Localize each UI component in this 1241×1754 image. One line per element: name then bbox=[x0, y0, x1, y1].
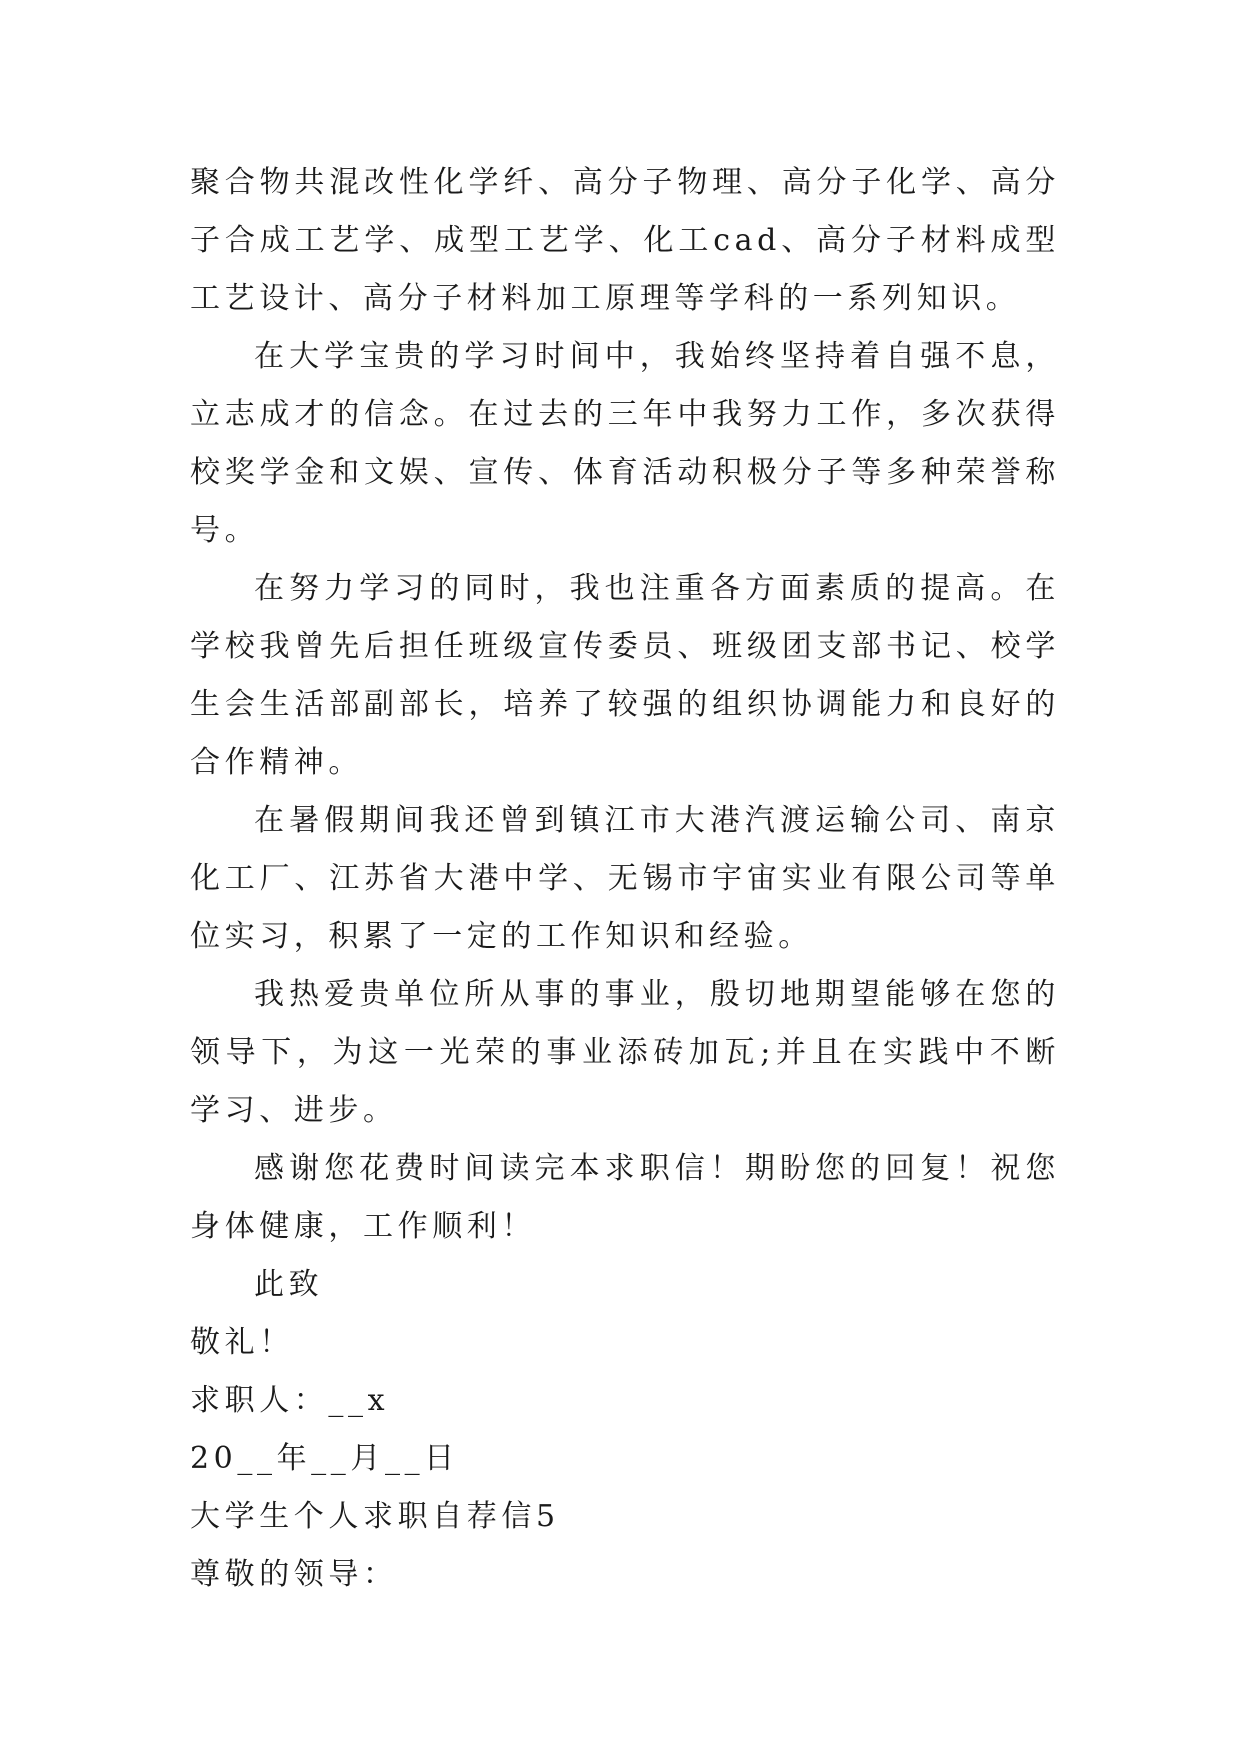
closing-text: 此致 bbox=[254, 1267, 324, 1302]
paragraph-internships: 在暑假期间我还曾到镇江市大港汽渡运输公司、南京化工厂、江苏省大港中学、无锡市宇宙实业有限公司等单位实习，积累了一定的工作知识和经验。 bbox=[190, 803, 1060, 954]
applicant-signature: 求职人：__x bbox=[190, 1383, 390, 1418]
next-letter-title: 大学生个人求职自荐信5 bbox=[190, 1499, 560, 1534]
paragraph-achievements: 在大学宝贵的学习时间中，我始终坚持着自强不息，立志成才的信念。在过去的三年中我努力工作，多次获得校奖学金和文娱、宣传、体育活动积极分子等多种荣誉称号。 bbox=[190, 339, 1060, 548]
next-letter-greeting: 尊敬的领导： bbox=[190, 1557, 398, 1592]
salute-text: 敬礼！ bbox=[190, 1325, 294, 1360]
paragraph-coursework: 聚合物共混改性化学纤、高分子物理、高分子化学、高分子合成工艺学、成型工艺学、化工cad、高分子材料成型工艺设计、高分子材料加工原理等学科的一系列知识。 bbox=[190, 165, 1060, 316]
letter-date: 20__年__月__日 bbox=[190, 1441, 459, 1476]
paragraph-thanks: 感谢您花费时间读完本求职信！期盼您的回复！祝您身体健康，工作顺利！ bbox=[190, 1151, 1060, 1244]
paragraph-student-roles: 在努力学习的同时，我也注重各方面素质的提高。在学校我曾先后担任班级宣传委员、班级团支部书记、校学生会生活部副部长，培养了较强的组织协调能力和良好的合作精神。 bbox=[190, 571, 1060, 780]
letter-body bbox=[190, 154, 1060, 1604]
paragraph-aspiration: 我热爱贵单位所从事的事业，殷切地期望能够在您的领导下，为这一光荣的事业添砖加瓦;并且在实践中不断学习、进步。 bbox=[190, 977, 1060, 1128]
